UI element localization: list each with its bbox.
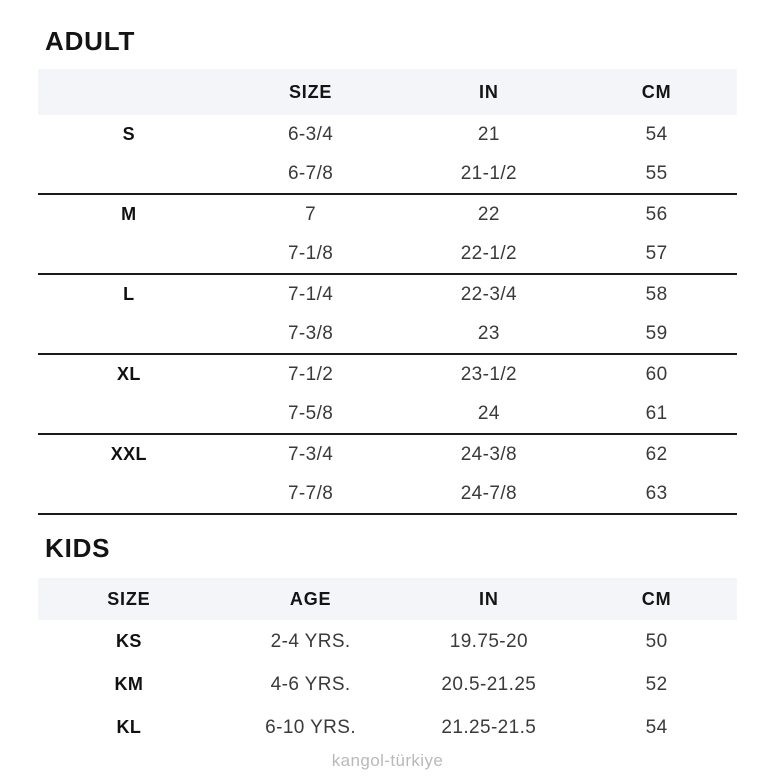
table-row [38,620,737,663]
cm-value: 62 [645,443,668,465]
adult-size-group-xl [38,355,737,435]
kids-column-header-age: AGE [289,588,332,609]
in-value: 21 [477,123,500,145]
table-row [38,706,737,749]
cm-value: 58 [645,283,668,305]
size-chart-page [38,28,737,771]
size-value: 7-3/8 [287,322,334,344]
in-value: 23-1/2 [460,363,517,385]
kids-section-title: KIDS [45,533,111,563]
cm-value: 57 [645,242,668,264]
kids-size-table [38,578,737,749]
size-value: 7 [305,203,317,225]
in-value: 21-1/2 [460,162,517,184]
in-value: 21.25-21.5 [441,716,537,738]
cm-value: 60 [645,363,668,385]
size-label: KS [115,631,142,651]
in-value: 24 [477,402,500,424]
size-label [38,234,220,273]
size-value: 6-3/4 [287,123,334,145]
adult-size-group-l [38,275,737,355]
kids-table-header-row [38,578,737,620]
size-label [38,154,220,193]
size-value: 7-1/2 [287,363,334,385]
adult-size-group-s [38,115,737,195]
age-value: 6-10 YRS. [265,716,357,738]
table-row [38,394,737,433]
size-label [38,394,220,433]
cm-value: 63 [645,482,668,504]
cm-value: 55 [645,162,668,184]
size-label: L [123,284,135,304]
table-row [38,115,737,154]
footer-brand-link[interactable]: kangol-türkiye [331,751,444,770]
adult-column-header-blank [38,69,220,115]
table-row [38,355,737,394]
age-value: 4-6 YRS. [270,673,351,695]
table-row [38,474,737,513]
size-value: 6-7/8 [287,162,334,184]
kids-column-header-size: SIZE [107,588,151,609]
size-label [38,474,220,513]
adult-size-group-xxl [38,435,737,515]
in-value: 20.5-21.25 [441,673,537,695]
adult-size-table [38,69,737,515]
cm-value: 54 [645,716,668,738]
size-value: 7-5/8 [287,402,334,424]
cm-value: 56 [645,203,668,225]
size-value: 7-3/4 [287,443,334,465]
cm-value: 52 [645,673,668,695]
footer [38,751,737,771]
table-row [38,314,737,353]
size-label: KL [116,717,142,737]
size-label: S [122,124,136,144]
table-row [38,663,737,706]
table-row [38,435,737,474]
size-value: 7-7/8 [287,482,334,504]
kids-column-header-cm: CM [641,588,672,609]
adult-table-header-row [38,69,737,115]
cm-value: 61 [645,402,668,424]
in-value: 24-3/8 [460,443,517,465]
size-value: 7-1/4 [287,283,334,305]
in-value: 22-1/2 [460,242,517,264]
cm-value: 59 [645,322,668,344]
adult-size-group-m [38,195,737,275]
in-value: 23 [477,322,500,344]
adult-column-header-cm: CM [641,81,672,102]
table-row [38,234,737,273]
size-label: KM [114,674,144,694]
row-divider [38,513,737,515]
in-value: 24-7/8 [460,482,517,504]
cm-value: 54 [645,123,668,145]
table-row [38,275,737,314]
adult-column-header-in: IN [479,81,499,102]
age-value: 2-4 YRS. [270,630,351,652]
in-value: 19.75-20 [449,630,528,652]
in-value: 22-3/4 [460,283,517,305]
size-label: XXL [110,444,147,464]
in-value: 22 [477,203,500,225]
size-label: M [121,204,137,224]
size-label [38,314,220,353]
size-value: 7-1/8 [287,242,334,264]
adult-section-title: ADULT [45,26,136,56]
size-label: XL [116,364,141,384]
table-row [38,154,737,193]
table-row [38,195,737,234]
kids-column-header-in: IN [479,588,499,609]
adult-column-header-size: SIZE [288,81,333,102]
cm-value: 50 [645,630,668,652]
